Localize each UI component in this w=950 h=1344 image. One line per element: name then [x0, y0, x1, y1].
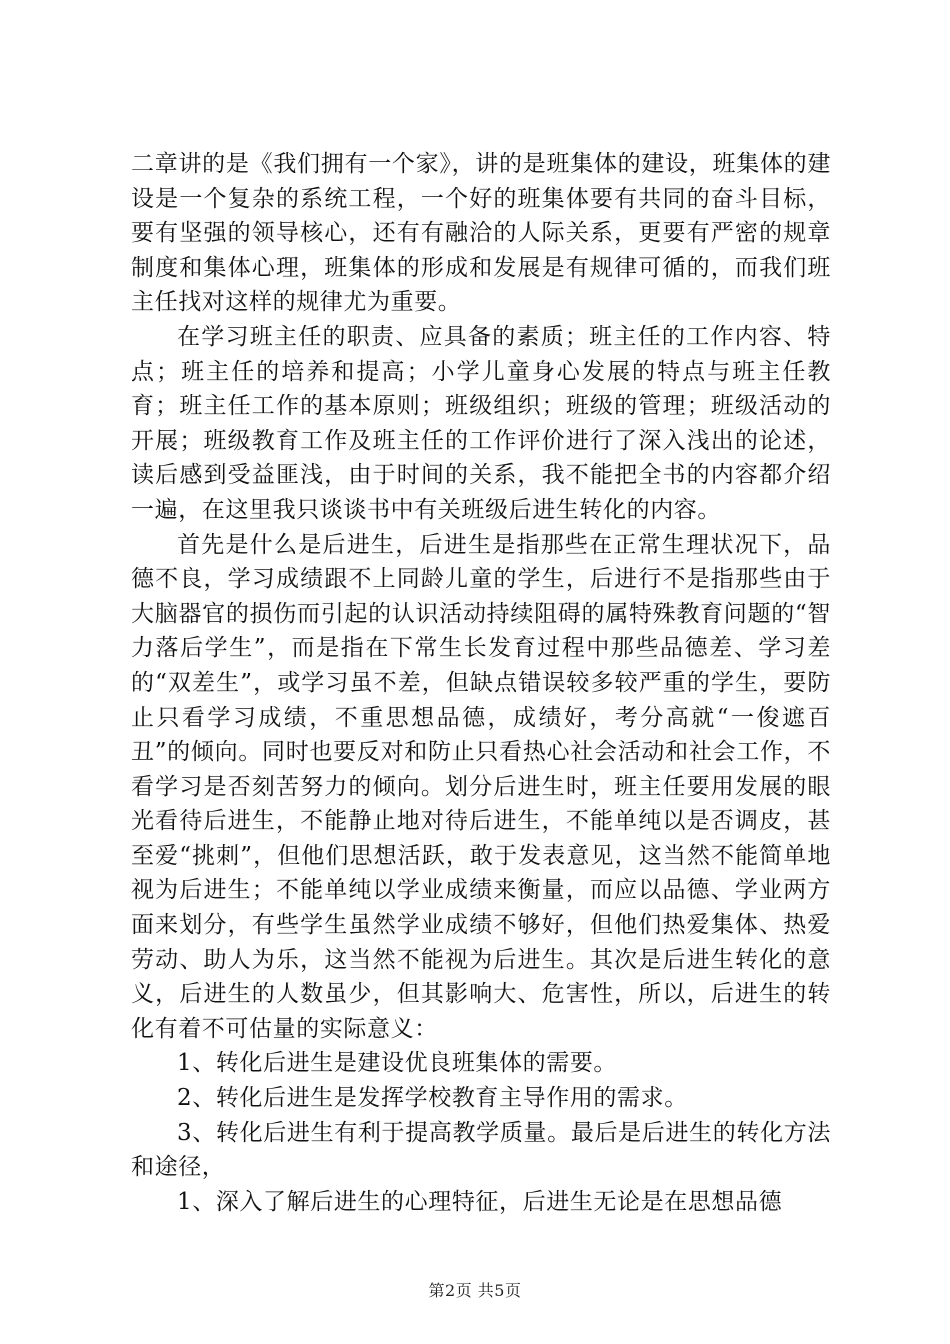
- page-number-footer: 第2页 共5页: [428, 1281, 522, 1300]
- list-item-3: 3、转化后进生有利于提高教学质量。最后是后进生的转化方法和途径，: [131, 1119, 831, 1181]
- document-body: [131, 147, 831, 1219]
- list-item-method-1: 1、深入了解后进生的心理特征，后进生无论是在思想品德: [177, 1188, 783, 1215]
- list-item-1: 1、转化后进生是建设优良班集体的需要。: [177, 1050, 618, 1077]
- paragraph-underachievers: 首先是什么是后进生，后进生是指那些在正常生理状况下，品德不良，学习成绩跟不上同龄儿童的学生，后进行不是指那些由于大脑器官的损伤而引起的认识活动持续阻碍的属特殊教育问题的“智力落后学生”，而是指在下常生长发育过程中那些品德差、学习差的“双差生”，或学习虽不差，但缺点错误较多较严重的学生，要防止只看学习成绩，不重思想品德，成绩好，考分高就“一俊遮百丑”的倾向。同时也要反对和防止只看热心社会活动和社会工作，不看学习是否刻苦努力的倾向。划分后进生时，班主任要用发展的眼光看待后进生，不能静止地对待后进生，不能单纯以是否调皮，甚至爱“挑刺”，但他们思想活跃，敢于发表意见，这当然不能简单地视为后进生；不能单纯以学业成绩来衡量，而应以品德、学业两方面来划分，有些学生虽然学业成绩不够好，但他们热爱集体、热爱劳动、助人为乐，这当然不能视为后进生。其次是后进生转化的意义，后进生的人数虽少，但其影响大、危害性，所以，后进生的转化有着不可估量的实际意义：: [131, 531, 831, 1042]
- paragraph-class-collective: 二章讲的是《我们拥有一个家》，讲的是班集体的建设，班集体的建设是一个复杂的系统工程，一个好的班集体要有共同的奋斗目标，要有坚强的领导核心，还有有融洽的人际关系，更要有严密的规章制度和集体心理，班集体的形成和发展是有规律可循的，而我们班主任找对这样的规律尤为重要。: [131, 151, 831, 316]
- list-item-2: 2、转化后进生是发挥学校教育主导作用的需求。: [177, 1085, 688, 1112]
- paragraph-teacher-duties: 在学习班主任的职责、应具备的素质；班主任的工作内容、特点；班主任的培养和提高；小学儿童身心发展的特点与班主任教育；班主任工作的基本原则；班级组织；班级的管理；班级活动的开展；班级教育工作及班主任的工作评价进行了深入浅出的论述，读后感到受益匪浅，由于时间的关系，我不能把全书的内容都介绍一遍，在这里我只谈谈书中有关班级后进生转化的内容。: [131, 323, 831, 523]
